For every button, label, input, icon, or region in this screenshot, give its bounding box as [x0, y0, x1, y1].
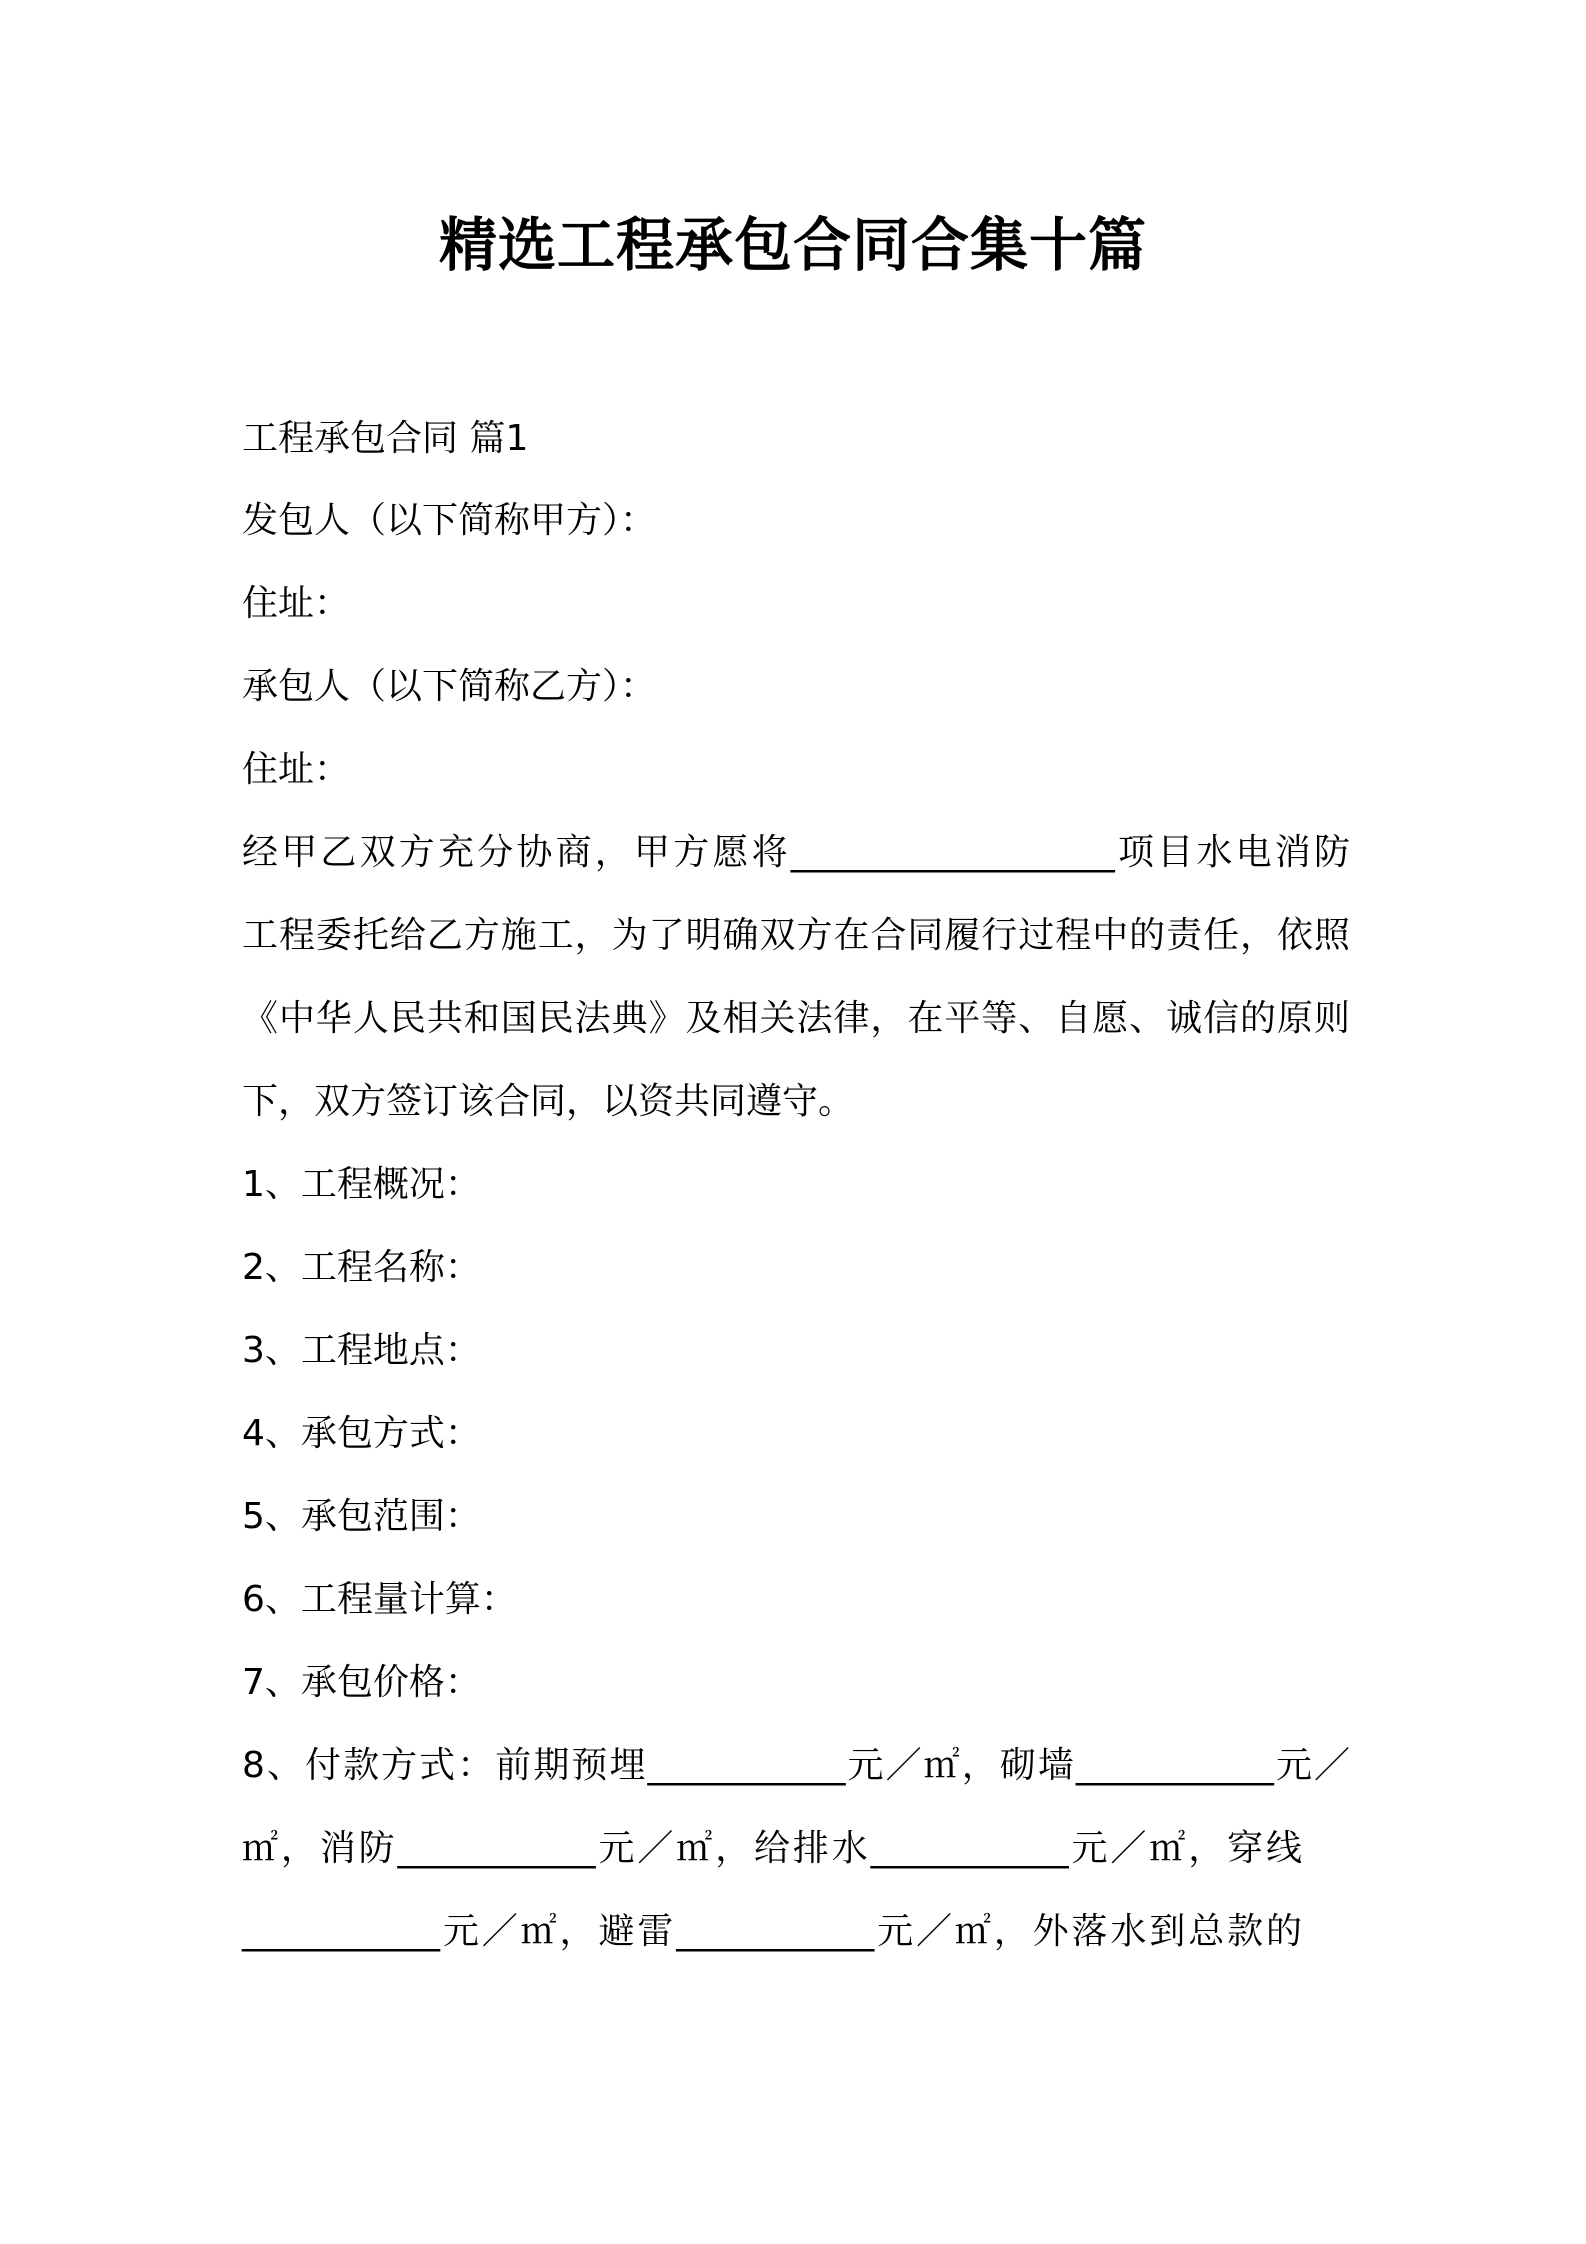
payment-line: ㎡，消防___________元／㎡，给排水___________元／㎡，穿线	[242, 1828, 1302, 1869]
list-item: 2、工程名称：	[242, 1247, 481, 1288]
paragraph-line: 下，双方签订该合同，以资共同遵守。	[242, 1081, 855, 1122]
paragraph-line: 工程委托给乙方施工，为了明确双方在合同履行过程中的责任，依照	[242, 915, 1350, 956]
paragraph-line: 经甲乙双方充分协商，甲方愿将__________________项目水电消防	[242, 832, 1350, 873]
contractor-line: 承包人（以下简称乙方）：	[242, 666, 657, 707]
employer-line: 发包人（以下简称甲方）：	[242, 500, 657, 541]
list-item: 5、承包范围：	[242, 1496, 481, 1537]
list-item: 6、工程量计算：	[242, 1579, 517, 1620]
list-item: 3、工程地点：	[242, 1330, 481, 1371]
paragraph-line: 《中华人民共和国民法典》及相关法律，在平等、自愿、诚信的原则	[242, 998, 1350, 1039]
employer-address-line: 住址：	[242, 583, 351, 624]
document-title: 精选工程承包合同合集十篇	[438, 211, 1147, 279]
payment-line: 8、付款方式：前期预埋___________元／㎡，砌墙___________元／	[242, 1745, 1350, 1786]
list-item: 7、承包价格：	[242, 1662, 481, 1703]
section-heading: 工程承包合同 篇1	[242, 418, 529, 459]
list-item: 1、工程概况：	[242, 1164, 481, 1205]
contractor-address-line: 住址：	[242, 749, 351, 790]
list-item: 4、承包方式：	[242, 1413, 481, 1454]
payment-line: ___________元／㎡，避雷___________元／㎡，外落水到总款的	[242, 1911, 1302, 1952]
